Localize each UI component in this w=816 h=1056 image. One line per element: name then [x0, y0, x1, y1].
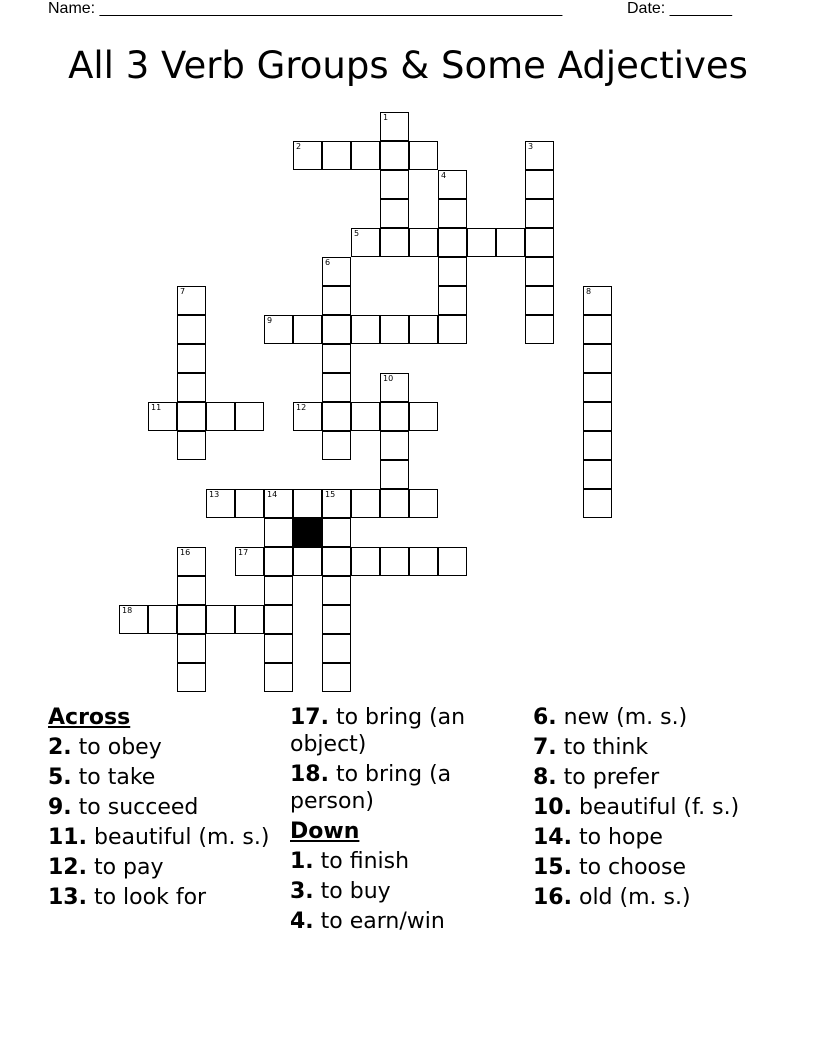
clue-number-label: 12.: [48, 855, 87, 880]
grid-cell[interactable]: [235, 605, 264, 634]
grid-cell[interactable]: [409, 547, 438, 576]
grid-cell[interactable]: [438, 170, 467, 199]
grid-cell[interactable]: [438, 257, 467, 286]
grid-cell[interactable]: [206, 402, 235, 431]
grid-cell[interactable]: [235, 547, 264, 576]
grid-cell[interactable]: [351, 228, 380, 257]
grid-cell[interactable]: [322, 431, 351, 460]
clue-number-label: 4.: [290, 909, 314, 934]
grid-cell[interactable]: [293, 141, 322, 170]
grid-cell[interactable]: [380, 460, 409, 489]
clue-item: [533, 854, 763, 881]
grid-cell[interactable]: [177, 576, 206, 605]
clue-section-heading: Down: [290, 819, 360, 844]
clue-text: beautiful (m. s.): [86, 825, 270, 850]
grid-cell[interactable]: [380, 489, 409, 518]
grid-cell[interactable]: [119, 605, 148, 634]
clue-number-label: 7.: [533, 735, 557, 760]
clue-item: [48, 824, 278, 851]
clue-number: 5: [354, 229, 360, 238]
clue-number: 10: [383, 374, 394, 383]
clue-item: [48, 794, 278, 821]
clue-number-label: 17.: [290, 705, 329, 730]
grid-cell[interactable]: [148, 605, 177, 634]
grid-cell[interactable]: [583, 315, 612, 344]
clue-text: to choose: [571, 855, 687, 880]
clue-item: [48, 734, 278, 761]
clue-text: to pay: [86, 855, 164, 880]
black-cell: [293, 518, 322, 547]
grid-cell[interactable]: [177, 315, 206, 344]
clue-text: to think: [556, 735, 649, 760]
clue-item: [533, 794, 763, 821]
grid-cell[interactable]: [583, 373, 612, 402]
clue-item: [290, 848, 520, 875]
clue-number: 18: [122, 606, 133, 615]
clue-text: to bring (a person): [290, 762, 452, 814]
grid-cell[interactable]: [380, 315, 409, 344]
page-title: All 3 Verb Groups & Some Adjectives: [68, 44, 748, 87]
clue-number: 12: [296, 403, 307, 412]
grid-cell[interactable]: [467, 228, 496, 257]
grid-cell[interactable]: [380, 170, 409, 199]
clue-item: [533, 734, 763, 761]
grid-cell[interactable]: [409, 141, 438, 170]
grid-cell[interactable]: [438, 547, 467, 576]
clue-number-label: 8.: [533, 765, 557, 790]
clue-item: [533, 884, 763, 911]
grid-cell[interactable]: [351, 489, 380, 518]
grid-cell[interactable]: [351, 315, 380, 344]
grid-cell[interactable]: [322, 315, 351, 344]
clue-text: beautiful (f. s.): [571, 795, 740, 820]
grid-cell[interactable]: [380, 431, 409, 460]
clue-number-label: 1.: [290, 849, 314, 874]
grid-cell[interactable]: [525, 170, 554, 199]
grid-cell[interactable]: [496, 228, 525, 257]
grid-cell[interactable]: [351, 547, 380, 576]
grid-cell[interactable]: [438, 199, 467, 228]
clue-column-3: [533, 704, 763, 914]
clue-text: new (m. s.): [556, 705, 688, 730]
clue-item: [290, 761, 520, 815]
grid-cell[interactable]: [438, 286, 467, 315]
clue-item: [290, 704, 520, 758]
grid-cell[interactable]: [177, 286, 206, 315]
clue-column-1: [48, 704, 278, 914]
grid-cell[interactable]: [351, 141, 380, 170]
clue-section-heading: Across: [48, 705, 131, 730]
clue-number-label: 10.: [533, 795, 572, 820]
clue-number: 4: [441, 171, 447, 180]
grid-cell[interactable]: [206, 605, 235, 634]
clue-item: [290, 908, 520, 935]
grid-cell[interactable]: [177, 605, 206, 634]
grid-cell[interactable]: [583, 431, 612, 460]
clue-text: to look for: [86, 885, 207, 910]
clue-item: [48, 854, 278, 881]
grid-cell[interactable]: [322, 141, 351, 170]
clue-column-2: [290, 704, 520, 938]
grid-cell[interactable]: [525, 315, 554, 344]
grid-cell[interactable]: [264, 489, 293, 518]
clue-number-label: 3.: [290, 879, 314, 904]
clue-text: old (m. s.): [571, 885, 691, 910]
date-field-label: Date: _______: [627, 0, 732, 17]
clue-number: 8: [586, 287, 592, 296]
grid-cell[interactable]: [148, 402, 177, 431]
grid-cell[interactable]: [583, 489, 612, 518]
clue-text: to earn/win: [313, 909, 445, 934]
clue-text: to succeed: [71, 795, 199, 820]
grid-cell[interactable]: [322, 489, 351, 518]
grid-cell[interactable]: [409, 228, 438, 257]
clue-text: to finish: [313, 849, 410, 874]
grid-cell[interactable]: [293, 315, 322, 344]
grid-cell[interactable]: [322, 663, 351, 692]
clue-number: 6: [325, 258, 331, 267]
grid-cell[interactable]: [177, 431, 206, 460]
grid-cell[interactable]: [264, 547, 293, 576]
clue-item: [533, 764, 763, 791]
clue-number-label: 18.: [290, 762, 329, 787]
grid-cell[interactable]: [583, 286, 612, 315]
grid-cell[interactable]: [177, 663, 206, 692]
grid-cell[interactable]: [264, 634, 293, 663]
clue-number: 16: [180, 548, 191, 557]
grid-cell[interactable]: [177, 547, 206, 576]
grid-cell[interactable]: [322, 344, 351, 373]
grid-cell[interactable]: [293, 489, 322, 518]
grid-cell[interactable]: [293, 547, 322, 576]
grid-cell[interactable]: [525, 228, 554, 257]
grid-cell[interactable]: [525, 257, 554, 286]
clue-number: 15: [325, 490, 336, 499]
clue-text: to buy: [313, 879, 391, 904]
clue-item: [290, 878, 520, 905]
clue-item: [48, 764, 278, 791]
grid-cell[interactable]: [322, 547, 351, 576]
grid-cell[interactable]: [438, 315, 467, 344]
grid-cell[interactable]: [293, 402, 322, 431]
clue-number: 2: [296, 142, 302, 151]
clue-number-label: 15.: [533, 855, 572, 880]
clue-number-label: 9.: [48, 795, 72, 820]
clue-number: 3: [528, 142, 534, 151]
clue-text: to take: [71, 765, 156, 790]
clue-number: 17: [238, 548, 249, 557]
grid-cell[interactable]: [235, 489, 264, 518]
grid-cell[interactable]: [264, 315, 293, 344]
grid-cell[interactable]: [322, 518, 351, 547]
clue-number-label: 5.: [48, 765, 72, 790]
grid-cell[interactable]: [322, 605, 351, 634]
clue-text: to prefer: [556, 765, 660, 790]
grid-cell[interactable]: [177, 344, 206, 373]
grid-cell[interactable]: [409, 402, 438, 431]
grid-cell[interactable]: [583, 460, 612, 489]
grid-cell[interactable]: [322, 286, 351, 315]
clue-number: 1: [383, 113, 389, 122]
grid-cell[interactable]: [264, 605, 293, 634]
grid-cell[interactable]: [351, 402, 380, 431]
clue-text: to hope: [571, 825, 663, 850]
grid-cell[interactable]: [206, 489, 235, 518]
clue-item: [533, 704, 763, 731]
grid-cell[interactable]: [583, 402, 612, 431]
grid-cell[interactable]: [380, 199, 409, 228]
clue-item: [533, 824, 763, 851]
grid-cell[interactable]: [409, 489, 438, 518]
clue-number-label: 6.: [533, 705, 557, 730]
grid-cell[interactable]: [380, 112, 409, 141]
grid-cell[interactable]: [322, 373, 351, 402]
grid-cell[interactable]: [409, 315, 438, 344]
clue-text: to bring (an object): [290, 705, 466, 757]
clue-number-label: 13.: [48, 885, 87, 910]
grid-cell[interactable]: [525, 286, 554, 315]
grid-cell[interactable]: [264, 663, 293, 692]
grid-cell[interactable]: [380, 402, 409, 431]
grid-cell[interactable]: [525, 199, 554, 228]
clue-number: 11: [151, 403, 162, 412]
grid-cell[interactable]: [322, 257, 351, 286]
grid-cell[interactable]: [322, 576, 351, 605]
grid-cell[interactable]: [264, 576, 293, 605]
clue-number: 7: [180, 287, 186, 296]
grid-cell[interactable]: [525, 141, 554, 170]
name-field-label: Name: ____________________________________________________: [48, 0, 563, 17]
clue-number: 9: [267, 316, 273, 325]
grid-cell[interactable]: [177, 373, 206, 402]
grid-cell[interactable]: [177, 634, 206, 663]
clue-item: [48, 884, 278, 911]
grid-cell[interactable]: [322, 634, 351, 663]
clue-number-label: 16.: [533, 885, 572, 910]
grid-cell[interactable]: [322, 402, 351, 431]
grid-cell[interactable]: [438, 228, 467, 257]
clue-number: 14: [267, 490, 278, 499]
grid-cell[interactable]: [380, 141, 409, 170]
grid-cell[interactable]: [177, 402, 206, 431]
grid-cell[interactable]: [264, 518, 293, 547]
clue-number: 13: [209, 490, 220, 499]
clue-text: to obey: [71, 735, 162, 760]
grid-cell[interactable]: [380, 547, 409, 576]
clue-number-label: 11.: [48, 825, 87, 850]
clue-number-label: 14.: [533, 825, 572, 850]
grid-cell[interactable]: [380, 228, 409, 257]
clue-number-label: 2.: [48, 735, 72, 760]
grid-cell[interactable]: [235, 402, 264, 431]
grid-cell[interactable]: [583, 344, 612, 373]
grid-cell[interactable]: [380, 373, 409, 402]
